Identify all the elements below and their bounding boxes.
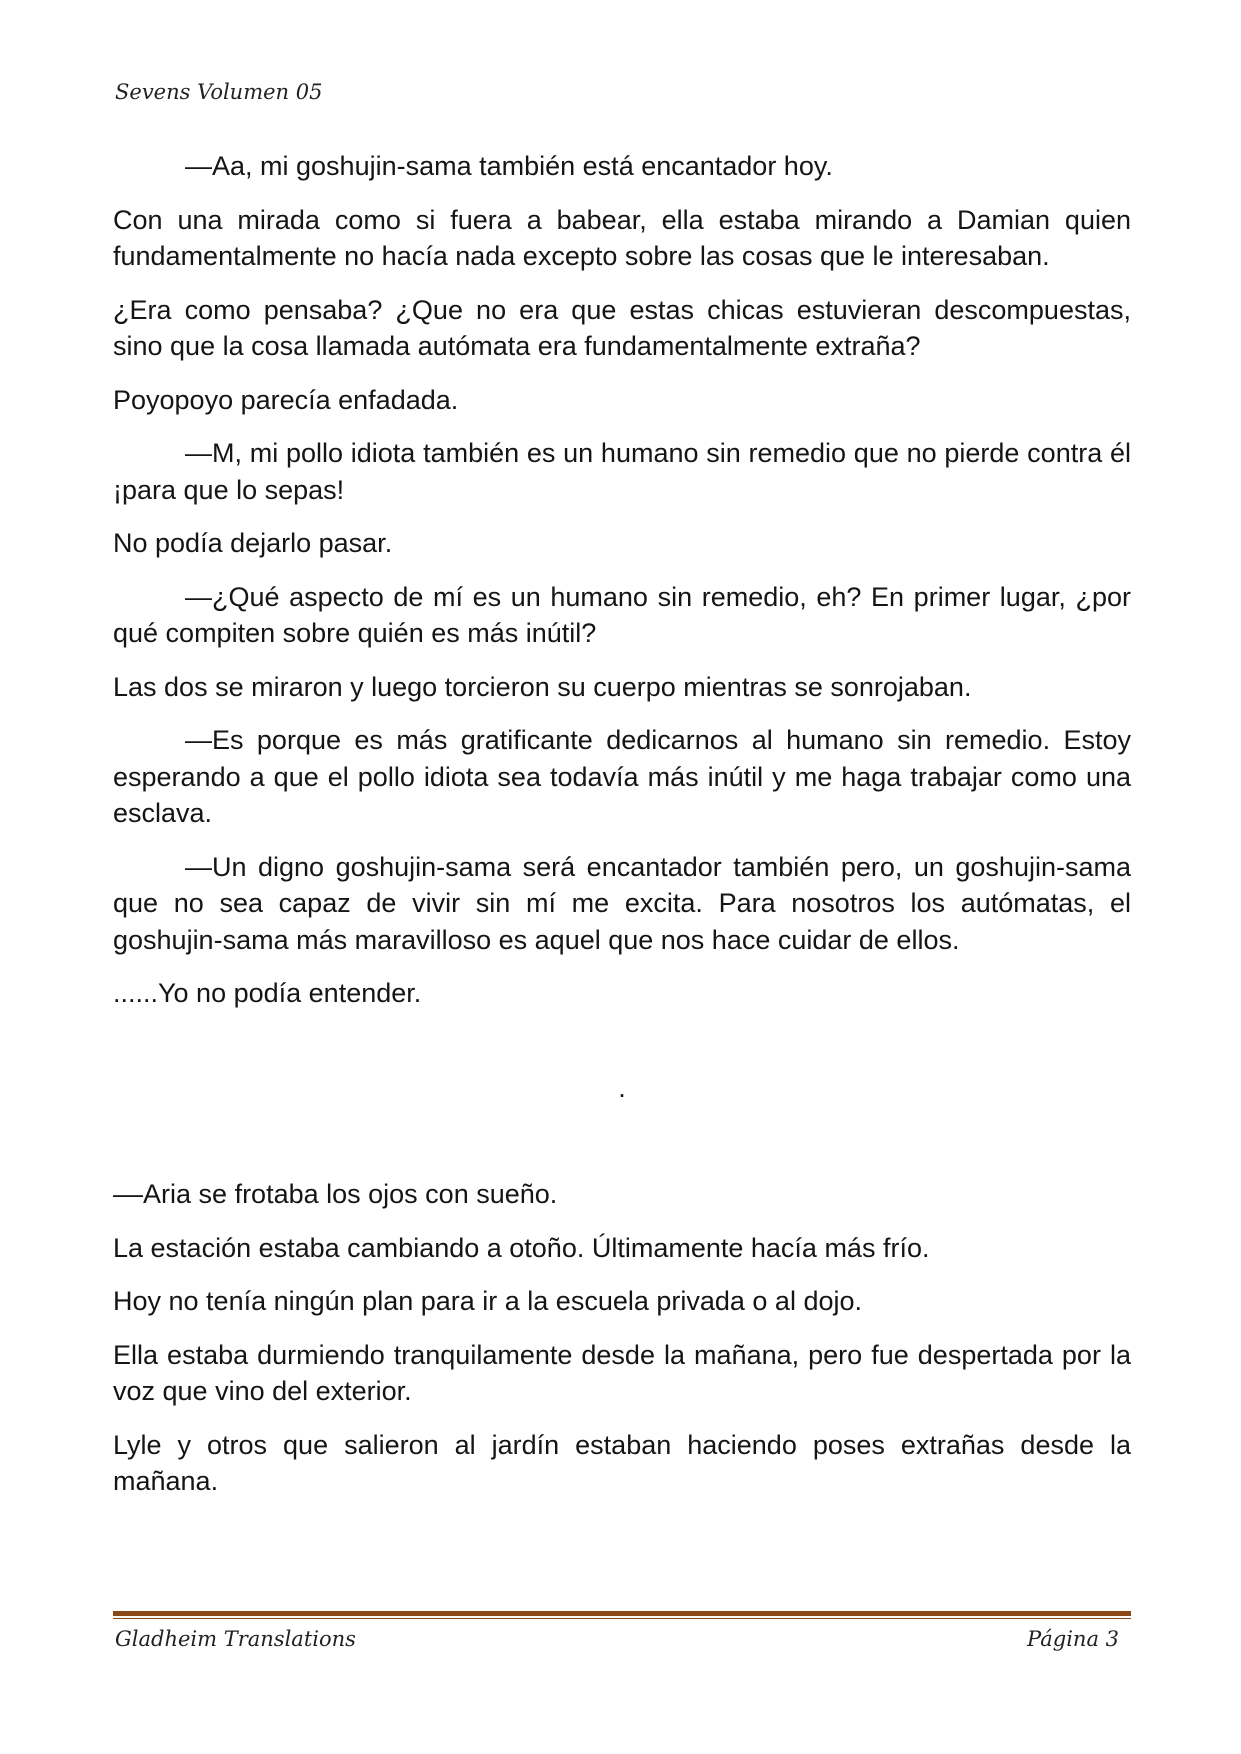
paragraph: Ella estaba durmiendo tranquilamente desde la mañana, pero fue despertada por la voz que vino del exterior. (113, 1339, 1131, 1406)
paragraph: —Un digno goshujin-sama será encantador también pero, un goshujin-sama que no sea capaz de vivir sin mí me excita. Para nosotros los autómatas, el goshujin-sama más maravilloso es aquel que nos hace cuidar de ellos. (113, 851, 1131, 955)
paragraph: Con una mirada como si fuera a babear, ella estaba mirando a Damian quien fundamentalmente no hacía nada excepto sobre las cosas que le interesaban. (113, 204, 1131, 271)
paragraph: ––Aria se frotaba los ojos con sueño. (113, 1179, 558, 1209)
paragraph: —M, mi pollo idiota también es un humano sin remedio que no pierde contra él ¡para que lo sepas! (113, 438, 1131, 505)
footer-rule (113, 1611, 1131, 1619)
paragraph: No podía dejarlo pasar. (113, 528, 393, 558)
page-number: Página 3 (1027, 1627, 1119, 1651)
scene-separator: . (618, 1072, 626, 1103)
paragraph: Hoy no tenía ningún plan para ir a la escuela privada o al dojo. (113, 1286, 862, 1316)
paragraph: —Aa, mi goshujin-sama también está encantador hoy. (185, 151, 833, 181)
paragraph: ......Yo no podía entender. (113, 978, 422, 1008)
paragraph: —¿Qué aspecto de mí es un humano sin remedio, eh? En primer lugar, ¿por qué compiten sobre quién es más inútil? (113, 581, 1131, 648)
paragraph: La estación estaba cambiando a otoño. Últimamente hacía más frío. (113, 1232, 930, 1263)
footer-publisher: Gladheim Translations (115, 1627, 356, 1651)
paragraph: Las dos se miraron y luego torcieron su cuerpo mientras se sonrojaban. (113, 671, 972, 702)
body-text (113, 148, 1131, 1517)
running-header: Sevens Volumen 05 (115, 80, 323, 104)
paragraph: ¿Era como pensaba? ¿Que no era que estas chicas estuvieran descompuestas, sino que la cosa llamada autómata era fundamentalmente extraña? (113, 294, 1131, 361)
paragraph: Poyopoyo parecía enfadada. (113, 384, 459, 415)
paragraph: —Es porque es más gratificante dedicarnos al humano sin remedio. Estoy esperando a que el pollo idiota sea todavía más inútil y me haga trabajar como una esclava. (113, 725, 1131, 828)
paragraph: Lyle y otros que salieron al jardín estaban haciendo poses extrañas desde la mañana. (113, 1429, 1131, 1496)
